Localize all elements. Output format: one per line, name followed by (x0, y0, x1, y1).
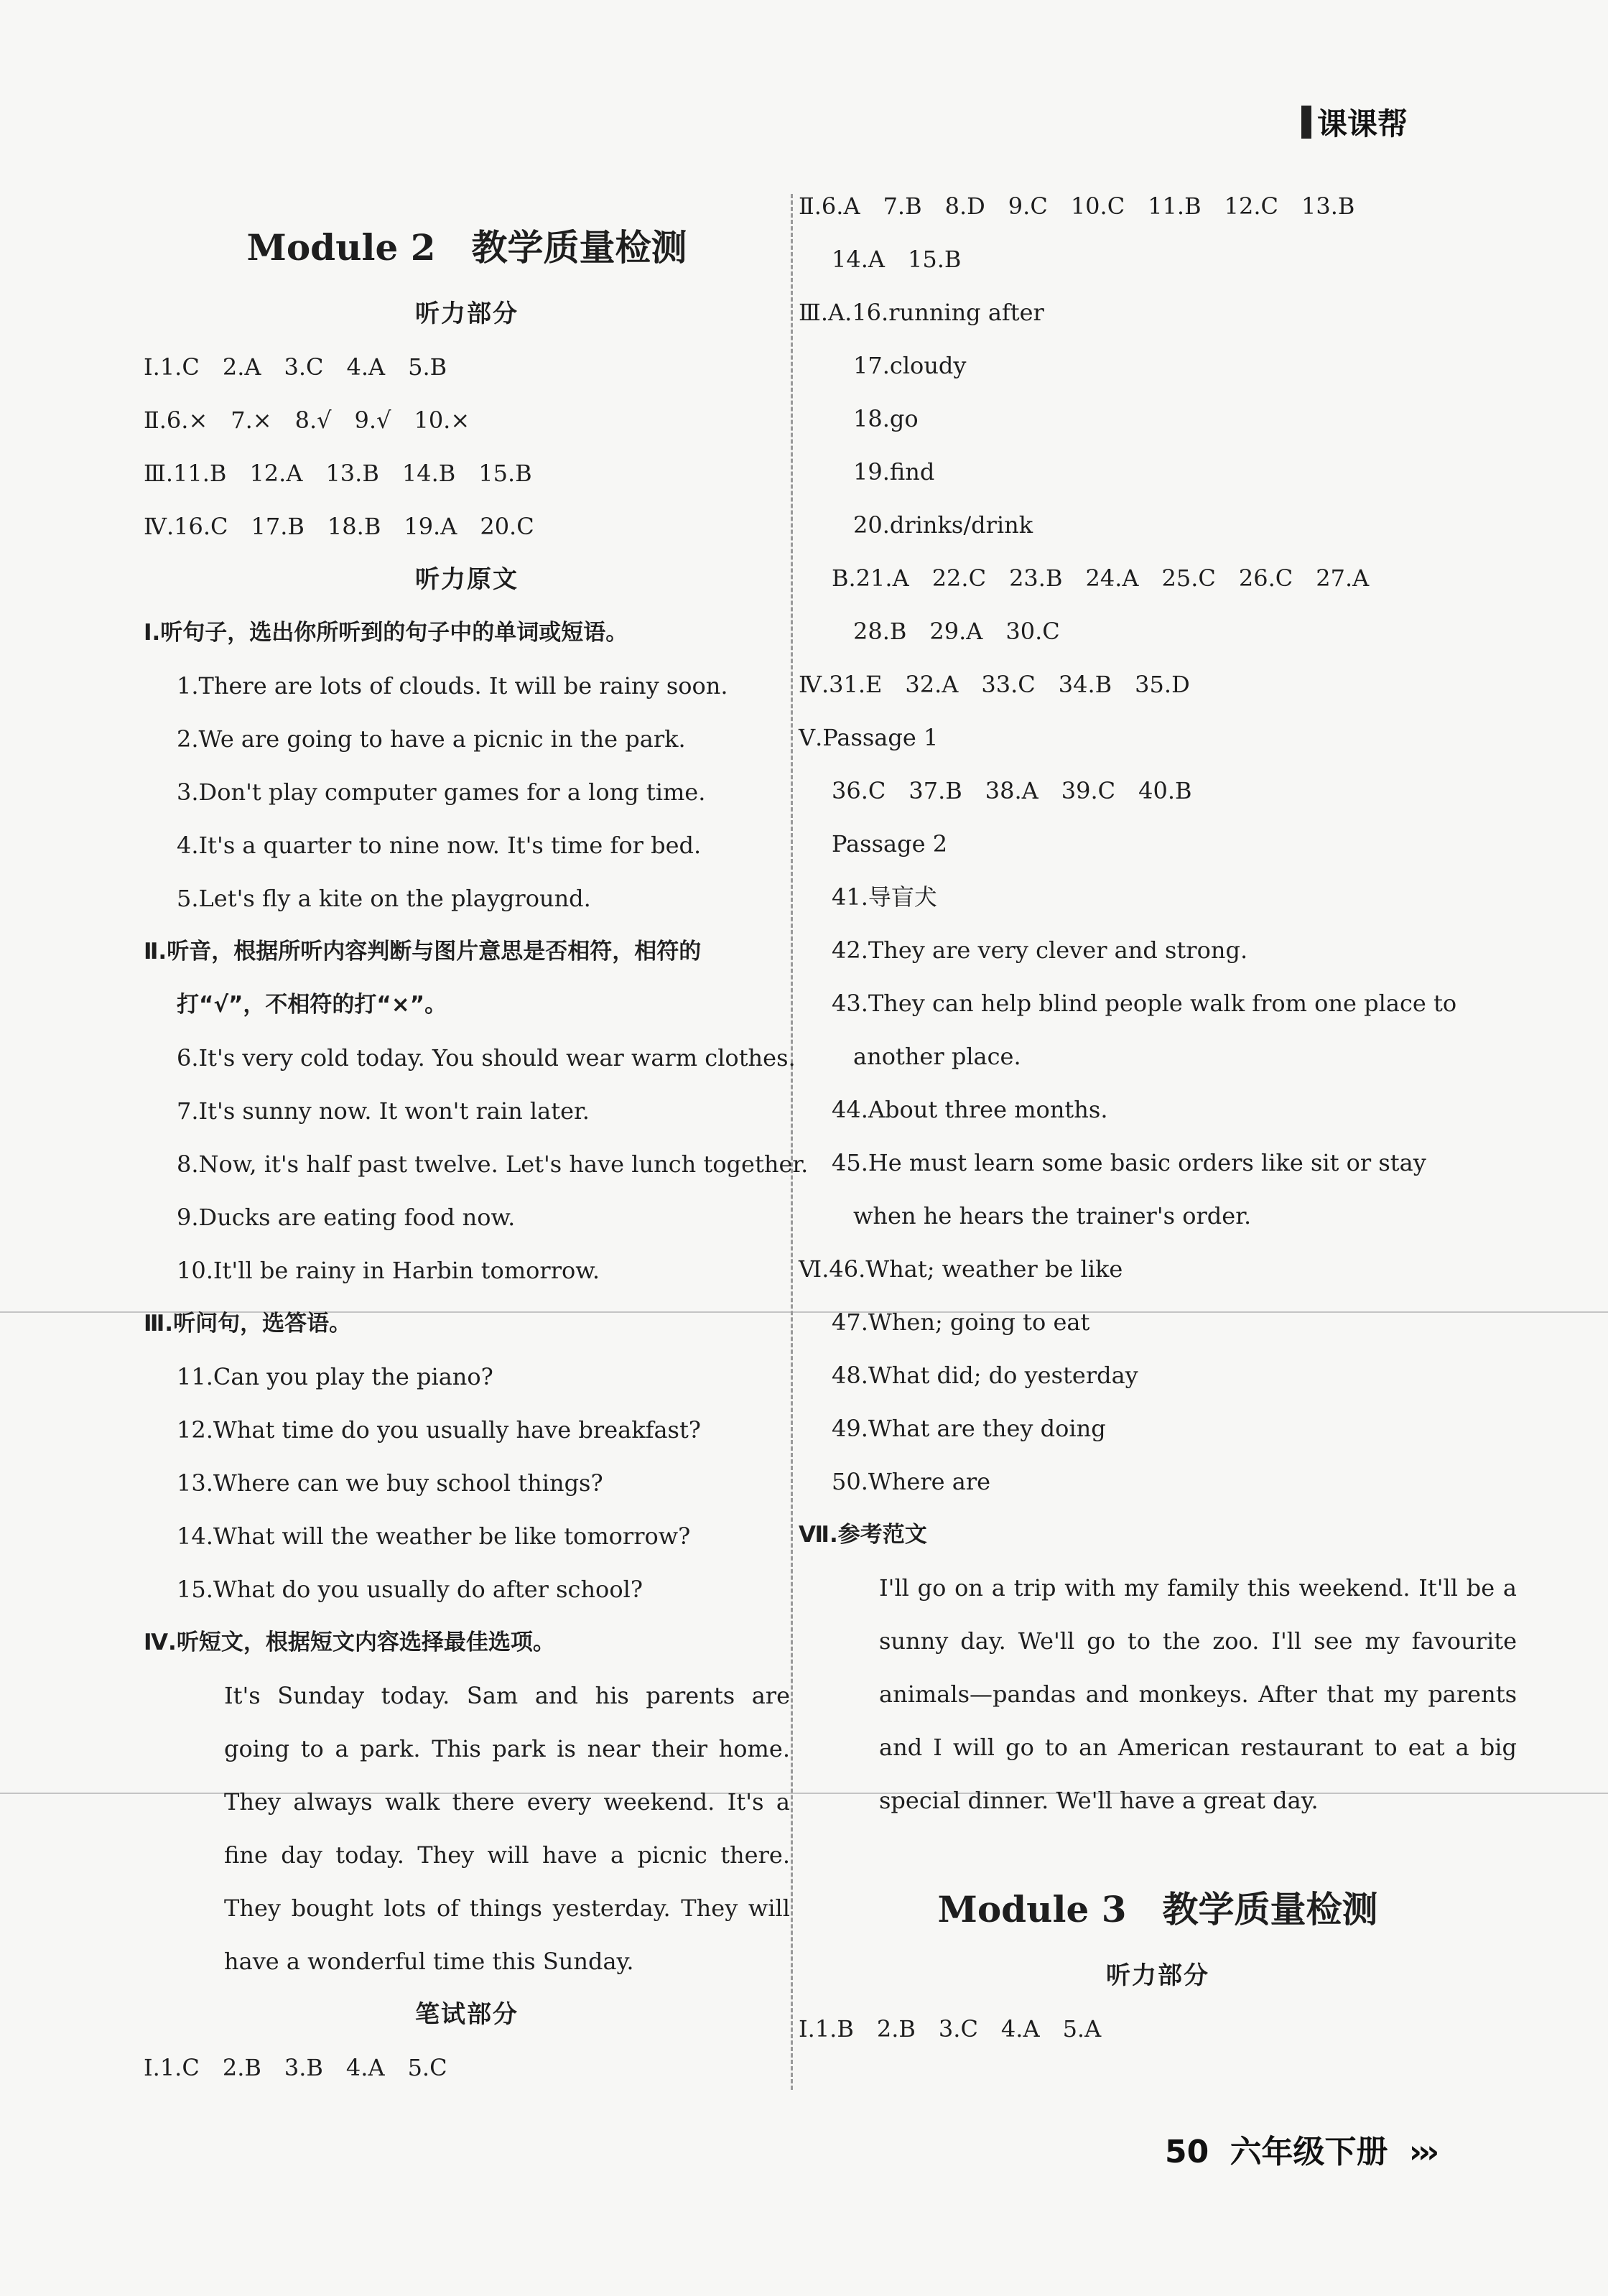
essay-title: Ⅶ.参考范文 (799, 1522, 927, 1548)
sec2-line-9: 9.Ducks are eating food now. (177, 1204, 516, 1231)
page-number: 50 (1165, 2134, 1209, 2170)
sec2-line-10: 10.It'll be rainy in Harbin tomorrow. (177, 1257, 600, 1284)
written-answer-5-p1: 36.C 37.B 38.A 39.C 40.B (832, 777, 1192, 804)
written-answer-5-p2-label: Passage 2 (832, 830, 948, 857)
written-answer-3b-cont: 28.B 29.A 30.C (853, 618, 1060, 645)
spacer (799, 1827, 1517, 1870)
essay-text: I'll go on a trip with my family this weekend. It'll be a sunny day. We'll go to the zoo. I'll see my favourite animals—pandas and monkeys. After that my parents and I will go to an American restaurant to eat a big special dinner. We'll have a great day. (879, 1574, 1517, 1814)
written-answer-47: 47.When; going to eat (832, 1309, 1090, 1336)
sec4-passage (144, 1669, 790, 1988)
module3-title: Module 3 教学质量检测 (937, 1888, 1378, 1930)
written-answer-48: 48.What did; do yesterday (832, 1362, 1138, 1389)
sec2-line-8: 8.Now, it's half past twelve. Let's have lunch together. (177, 1151, 809, 1178)
sec2-instruction-a: Ⅱ.听音，根据所听内容判断与图片意思是否相符，相符的 (144, 939, 702, 965)
listening-answer-4: Ⅳ.16.C 17.B 18.B 19.A 20.C (144, 513, 534, 540)
written-answer-6: Ⅵ.46.What; weather be like (799, 1255, 1123, 1283)
written-answer-4: Ⅳ.31.E 32.A 33.C 34.B 35.D (799, 671, 1190, 698)
sec1-instruction: Ⅰ.听句子，选出你所听到的句子中的单词或短语。 (144, 620, 628, 646)
script-title: 听力原文 (415, 565, 519, 594)
sec1-line-1: 1.There are lots of clouds. It will be rainy soon. (177, 672, 728, 700)
arrows-icon: ››› (1408, 2134, 1436, 2170)
listening-answer-1: Ⅰ.1.C 2.A 3.C 4.A 5.B (144, 353, 447, 381)
sec3-instruction: Ⅲ.听问句，选答语。 (144, 1311, 352, 1337)
written-answer-45-cont: when he hears the trainer's order. (853, 1202, 1252, 1230)
sec3-line-14: 14.What will the weather be like tomorrow? (177, 1523, 691, 1550)
written-answer-5: Ⅴ.Passage 1 (799, 724, 939, 751)
written-answer-41: 41.导盲犬 (832, 883, 937, 911)
right-column (799, 180, 1517, 2055)
written-answer-1: Ⅰ.1.C 2.B 3.B 4.A 5.C (144, 2054, 447, 2081)
written-title: 笔试部分 (415, 2000, 519, 2029)
written-answer-43-cont: another place. (853, 1043, 1021, 1070)
essay (799, 1561, 1517, 1827)
written-answer-2: Ⅱ.6.A 7.B 8.D 9.C 10.C 11.B 12.C 13.B (799, 192, 1355, 220)
sec4-instruction: Ⅳ.听短文，根据短文内容选择最佳选项。 (144, 1630, 555, 1655)
sec3-line-15: 15.What do you usually do after school? (177, 1576, 643, 1603)
sec1-line-5: 5.Let's fly a kite on the playground. (177, 885, 591, 912)
module3-answer-1: Ⅰ.1.B 2.B 3.C 4.A 5.A (799, 2015, 1102, 2042)
brand-logo (1301, 101, 1408, 144)
written-answer-2b: 14.A 15.B (832, 246, 962, 273)
sec1-line-4: 4.It's a quarter to nine now. It's time for bed. (177, 832, 702, 859)
sec3-line-11: 11.Can you play the piano? (177, 1363, 493, 1390)
written-answer-49: 49.What are they doing (832, 1415, 1106, 1442)
sec1-line-2: 2.We are going to have a picnic in the park. (177, 725, 686, 753)
listening-answer-3: Ⅲ.11.B 12.A 13.B 14.B 15.B (144, 460, 532, 487)
written-answer-20: 20.drinks/drink (853, 511, 1033, 539)
sec3-line-12: 12.What time do you usually have breakfast? (177, 1416, 701, 1444)
sec2-line-7: 7.It's sunny now. It won't rain later. (177, 1097, 590, 1125)
sec2-line-6: 6.It's very cold today. You should wear warm clothes. (177, 1044, 796, 1072)
module3-listening-title: 听力部分 (1106, 1961, 1209, 1990)
written-answer-43: 43.They can help blind people walk from one place to (832, 990, 1457, 1017)
written-answer-18: 18.go (853, 405, 919, 432)
written-answer-17: 17.cloudy (853, 352, 967, 379)
sec3-line-13: 13.Where can we buy school things? (177, 1469, 603, 1497)
grade-label: 六年级下册 (1230, 2134, 1388, 2170)
sec2-instruction-b: 打“√”，不相符的打“×”。 (177, 992, 447, 1018)
written-answer-50: 50.Where are (832, 1468, 991, 1495)
written-answer-42: 42.They are very clever and strong. (832, 936, 1248, 964)
written-answer-3b: B.21.A 22.C 23.B 24.A 25.C 26.C 27.A (832, 564, 1370, 592)
listening-answer-2: Ⅱ.6.× 7.× 8.√ 9.√ 10.× (144, 406, 470, 434)
left-column (144, 208, 809, 2094)
module2-title: Module 2 教学质量检测 (246, 226, 687, 269)
written-answer-44: 44.About three months. (832, 1096, 1108, 1123)
sec1-line-3: 3.Don't play computer games for a long time. (177, 778, 706, 806)
sec4-passage-text: It's Sunday today. Sam and his parents are going to a park. This park is near their home. They always walk there every weekend. It's a fine day today. They will have a picnic there. They bought lots of things yesterday. They will have a wonderful time this Sunday. (224, 1682, 790, 1975)
written-answer-45: 45.He must learn some basic orders like sit or stay (832, 1149, 1426, 1176)
module2-listening-title: 听力部分 (415, 299, 519, 328)
brand-text: 课课帮 (1317, 106, 1408, 141)
page-footer (1165, 2126, 1435, 2172)
written-answer-19: 19.find (853, 458, 935, 485)
brand-bar (1301, 106, 1311, 139)
written-answer-3: Ⅲ.A.16.running after (799, 299, 1044, 326)
